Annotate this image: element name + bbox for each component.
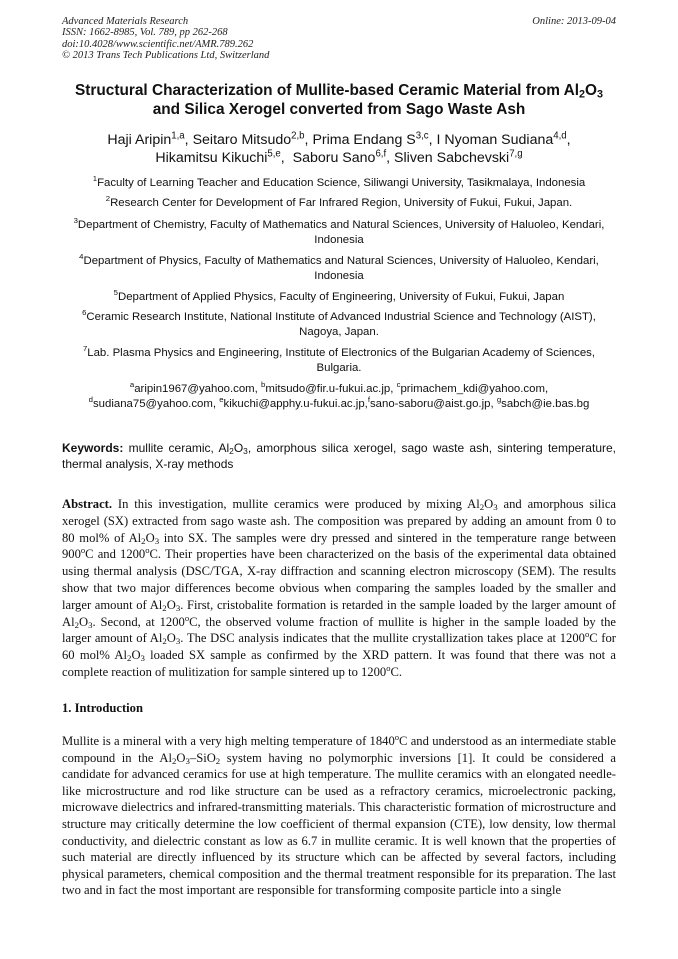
- degree-mark: o: [386, 662, 391, 673]
- affiliation: [62, 254, 616, 284]
- affiliation-number: 7: [82, 344, 88, 354]
- subscript: 2: [127, 653, 132, 664]
- affiliation: [62, 218, 616, 248]
- title-line-2: and Silica Xerogel converted from Sago Waste Ash: [152, 101, 526, 118]
- subscript: 3: [243, 446, 248, 457]
- title-subscript: 2: [579, 88, 586, 101]
- subscript: 2: [141, 535, 146, 546]
- author-name: Prima Endang S: [312, 132, 416, 148]
- author-sup: 3,c: [415, 130, 429, 142]
- author: [107, 132, 184, 148]
- abstract-text: O: [79, 614, 89, 629]
- subscript: 3: [154, 535, 160, 546]
- issn-line: ISSN: 1662-8985, Vol. 789, pp 262-268: [62, 27, 228, 39]
- author-name: Seitaro Mitsudo: [192, 132, 292, 148]
- author-sup: 1,a: [171, 130, 185, 142]
- abstract-text: . First, cristobalite formation is retarded in the sample loaded by the larger amount of Al: [62, 597, 616, 629]
- author-sup: 6,f: [375, 148, 387, 160]
- degree-mark: o: [145, 545, 150, 556]
- copyright-line: © 2013 Trans Tech Publications Ltd, Switzerland: [62, 49, 270, 61]
- online-date: Online: 2013-09-04: [532, 16, 616, 27]
- affiliation-number: 6: [82, 308, 87, 318]
- subscript: 3: [175, 602, 181, 613]
- subscript: 3: [140, 653, 145, 664]
- email-address[interactable]: aripin1967@yahoo.com: [134, 383, 255, 395]
- intro-text: C and understood as an intermediate stable compound in the Al: [62, 734, 616, 765]
- subscript: 2: [74, 619, 79, 630]
- abstract-paragraph: [62, 496, 616, 681]
- keywords-text: O: [233, 441, 244, 455]
- keywords-text: , amorphous silica xerogel, sago waste ash, sintering temperature, thermal analysis, X-ray methods: [62, 441, 616, 471]
- author: [293, 150, 387, 166]
- email-address[interactable]: primachem_kdi@yahoo.com: [400, 383, 545, 395]
- email-address[interactable]: kikuchi@apphy.u-fukui.ac.jp: [223, 397, 365, 410]
- author: [437, 132, 567, 148]
- intro-text: system having no polymorphic inversions [1]. It could be considered a candidate for advanced ceramics for use at high temperature. The mullite ceramics with an elongated needle-like microstructure and rod like structure can be used as a refractory ceramics, microelectronic packing, microwave dielectrics and infrared-transmitting materials. This characteristic formation of microstructure and structure may critically determine the low coefficient of thermal expansion (CTE), low density, low thermal conductivity, and dielectric constant as low as 6.7 in mullite ceramic. It is well known that the properties of such material are directly influenced by its structure which can be affected by several factors, including physical parameters, chemical composition and the thermal treatment responsible for its preparation. The last two and in fact the most important are responsible for transforming composite particle into a single: [62, 750, 616, 898]
- affiliation-number: 3: [73, 216, 78, 226]
- author-name: Sliven Sabchevski: [394, 150, 510, 166]
- email-address[interactable]: sudiana75@yahoo.com: [92, 397, 213, 410]
- degree-mark: o: [394, 731, 400, 742]
- author: [394, 150, 523, 166]
- abstract-text: O: [145, 530, 155, 545]
- email-address[interactable]: sabch@ie.bas.bg: [501, 397, 590, 410]
- abstract-text: In this investigation, mullite ceramics were produced by mixing Al: [112, 497, 480, 511]
- intro-text: –SiO: [189, 750, 216, 765]
- affiliation: [62, 346, 616, 376]
- affiliation: [62, 290, 616, 305]
- keywords-text: mullite ceramic, Al: [123, 441, 230, 455]
- email-address[interactable]: mitsudo@fir.u-fukui.ac.jp: [265, 383, 391, 395]
- abstract-text: O: [484, 497, 494, 511]
- subscript: 2: [162, 636, 167, 647]
- affiliation-number: 5: [113, 288, 118, 298]
- email-address[interactable]: sano-saboru@aist.go.jp: [369, 397, 491, 410]
- subscript: 2: [229, 446, 234, 457]
- journal-header: [62, 16, 616, 61]
- author-name: Haji Aripin: [107, 132, 172, 148]
- abstract-text: . The DSC analysis indicates that the mullite crystallization takes place at 1200: [180, 631, 585, 646]
- author-name: Saboru Sano: [292, 150, 376, 166]
- affiliation-number: 4: [79, 252, 84, 262]
- author-list: Haji Aripin$^{1,a}$, Seitaro Mitsudo$^{2,b}$, Prima Endang S$^{3,c}$, I Nyoman Sudiana$^{4,d}$, Hikamitsu Kikuchi$^{5,e}$, Saboru Sano$^{6,f}$, Sliven Sabchevski$^{7,g}$: [107, 130, 571, 166]
- email-sup: c: [396, 380, 401, 390]
- affiliation: [62, 310, 616, 340]
- degree-mark: o: [80, 545, 86, 556]
- affiliation: [62, 196, 616, 211]
- abstract-text: C for 60 mol% Al: [62, 631, 616, 663]
- abstract-text: C, the observed volume fraction of mullite is higher in the sample loaded by the larger amount of Al: [62, 614, 616, 646]
- abstract-text: C. Their properties have been characterized on the basis of the experimental data obtained using thermal analysis (DSC/TGA, X-ray diffraction and scanning electron microscopy (SEM). The results show that two major differences become obvious when comparing the samples loaded by the smaller and larger amount of Al: [62, 547, 616, 612]
- author: [193, 132, 305, 148]
- affiliation-text: Research Center for Development of Far Infrared Region, University of Fukui, Fukui, Japan.: [110, 197, 573, 209]
- author-sup: 7,g: [509, 148, 523, 160]
- degree-mark: o: [184, 612, 190, 623]
- intro-text: O: [176, 750, 186, 765]
- affiliation: [62, 176, 616, 191]
- author-name: I Nyoman Sudiana: [436, 132, 554, 148]
- affiliation-number: 1: [92, 174, 98, 184]
- author-name: Hikamitsu Kikuchi: [155, 150, 268, 166]
- email-sup: e: [219, 394, 224, 404]
- abstract-label: Abstract.: [62, 497, 113, 511]
- subscript: 3: [493, 502, 498, 513]
- keywords-paragraph: [62, 440, 616, 472]
- author-sup: 2,b: [291, 130, 305, 142]
- abstract-text: and amorphous silica xerogel (SX) extracted from sago waste ash. The composition was prepared by adding an amount from 0 to 80 mol% of Al: [62, 497, 617, 545]
- email-sup: f: [367, 394, 370, 404]
- affiliation-text: Department of Chemistry, Faculty of Mathematics and Natural Sciences, University of Haluoleo, Kendari, Indonesia: [77, 219, 605, 246]
- keywords-label: Keywords:: [62, 441, 124, 455]
- affiliation-number: 2: [105, 194, 111, 204]
- affiliation-text: Department of Physics, Faculty of Mathematics and Natural Sciences, University of Haluoleo, Kendari, Indonesia: [83, 255, 599, 282]
- paper-title: [62, 81, 616, 119]
- abstract-text: O: [166, 597, 176, 612]
- email-list: $^a$aripin1967@yahoo.com, $^b$mitsudo@fir.u-fukui.ac.jp, $^c$primachem_kdi@yahoo.com, $^d$sudiana75@yahoo.com, $^e$kikuchi@apphy.u-fukui.ac.jp,$^f$sano-saboru@aist.go.jp, $^g$sabch@ie.bas.bg: [88, 380, 590, 410]
- email-sup: b: [261, 380, 266, 390]
- subscript: 3: [88, 619, 93, 630]
- author: [155, 150, 280, 166]
- subscript: 2: [215, 755, 221, 766]
- title-subscript: 3: [597, 88, 603, 101]
- subscript: 2: [479, 502, 485, 513]
- subscript: 2: [171, 755, 177, 766]
- author-sup: 5,e: [267, 148, 281, 160]
- title-text: O: [585, 82, 597, 99]
- abstract-text: . Second, at 1200: [92, 614, 185, 629]
- email-sup: g: [496, 394, 502, 404]
- doi-line: doi:10.4028/www.scientific.net/AMR.789.262: [62, 38, 254, 50]
- degree-mark: o: [584, 629, 590, 640]
- affiliation-text: Ceramic Research Institute, National Institute of Advanced Industrial Science and Technology (AIST), Nagoya, Japan.: [86, 311, 596, 338]
- subscript: 3: [185, 755, 190, 766]
- subscript: 2: [162, 602, 167, 613]
- title-text: Structural Characterization of Mullite-based Ceramic Material from Al: [75, 82, 580, 99]
- subscript: 3: [175, 636, 181, 647]
- affiliation-text: Department of Applied Physics, Faculty of Engineering, University of Fukui, Fukui, Japan: [117, 291, 565, 303]
- abstract-text: into SX. The samples were dry pressed and sintered in the temperature range between 900: [62, 530, 616, 562]
- abstract-text: C and 1200: [85, 547, 146, 562]
- author-sup: 4,d: [553, 130, 567, 142]
- author: [312, 132, 428, 148]
- abstract-text: O: [166, 631, 176, 646]
- abstract-text: O: [131, 648, 141, 663]
- intro-text: Mullite is a mineral with a very high melting temperature of 1840: [62, 734, 395, 748]
- section-heading: 1. Introduction: [62, 701, 143, 715]
- introduction-paragraph: [62, 733, 616, 899]
- affiliation-text: Lab. Plasma Physics and Engineering, Institute of Electronics of the Bulgarian Academy of Sciences, Bulgaria.: [87, 347, 596, 374]
- abstract-text: loaded SX sample as confirmed by the XRD pattern. It was found that there was not a complete reaction of mulitization for sample sintered up to 1200: [62, 648, 616, 679]
- email-sup: d: [88, 394, 93, 404]
- journal-name: Advanced Materials Research: [62, 16, 189, 27]
- email-sup: a: [129, 380, 135, 390]
- abstract-text: C.: [390, 664, 403, 679]
- affiliation-text: Faculty of Learning Teacher and Education Science, Siliwangi University, Tasikmalaya, Indonesia: [97, 177, 586, 189]
